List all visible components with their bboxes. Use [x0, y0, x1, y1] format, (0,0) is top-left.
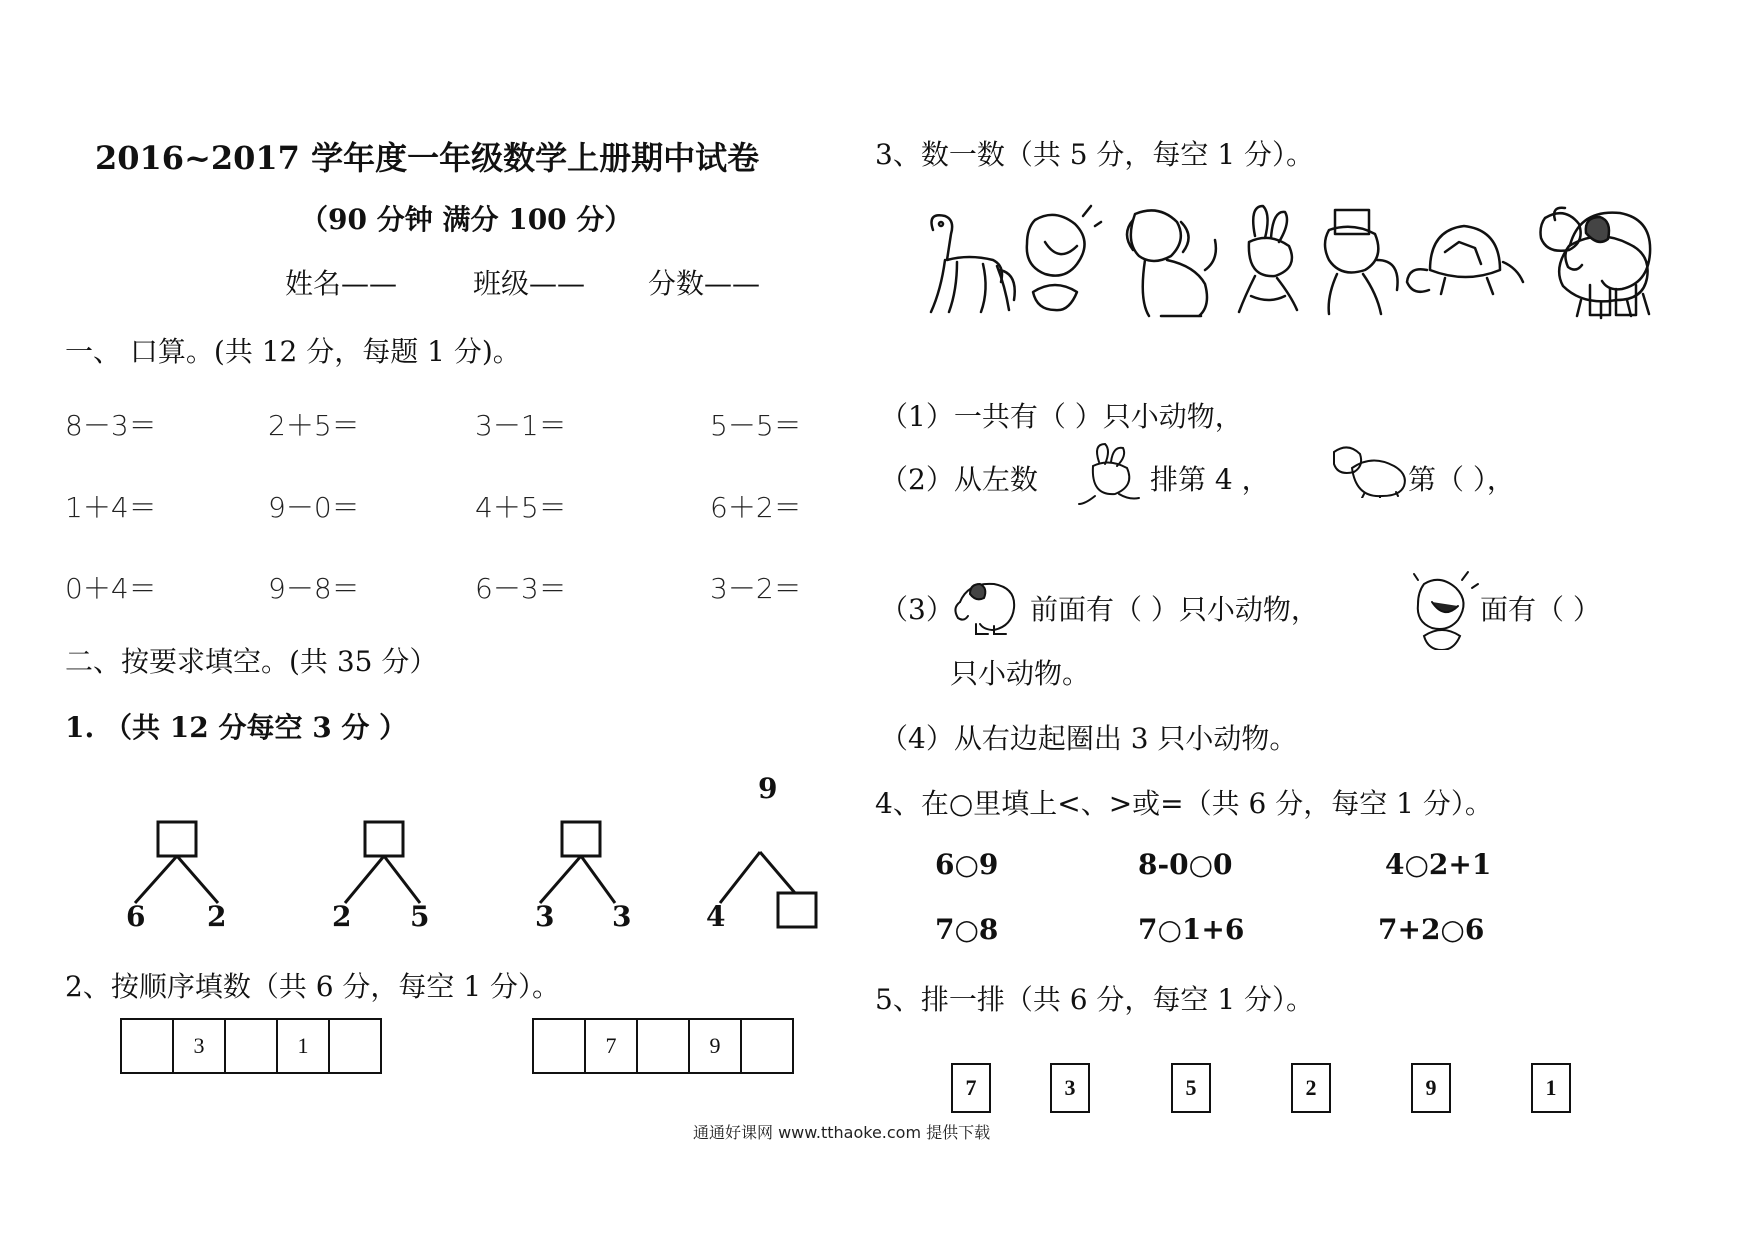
animal-row [905, 200, 1655, 325]
sheep-icon [1330, 438, 1410, 498]
sort-number-box: 2 [1291, 1063, 1331, 1113]
compare-item[interactable]: 7○1+6 [1138, 913, 1245, 946]
arith-problem: 4＋5＝ [475, 491, 567, 524]
arith-problem: 3－1＝ [475, 409, 567, 442]
sequence-cell: 9 [690, 1020, 742, 1072]
arith-problem: 5－5＝ [710, 409, 802, 442]
q3-sentence-2c: 第（ ）， [1408, 463, 1515, 496]
q3-sentence-3b: 前面有（ ）只小动物， [1030, 593, 1319, 626]
arith-problem: 8－3＝ [65, 409, 157, 442]
sequence-row-1 [120, 1018, 382, 1074]
answer-box [778, 893, 816, 927]
rabbit-icon [1075, 440, 1147, 510]
arith-problem: 6＋2＝ [710, 491, 802, 524]
q3-sentence-3d: 只小动物。 [950, 657, 1091, 690]
horse-icon [931, 215, 1015, 312]
sequence-cell[interactable] [226, 1020, 278, 1072]
arith-problem: 2＋5＝ [268, 409, 360, 442]
bond-number: 3 [535, 900, 555, 933]
bond-number: 4 [706, 900, 726, 933]
sort-number-box: 9 [1411, 1063, 1451, 1113]
sequence-cell[interactable] [122, 1020, 174, 1072]
arith-problem: 9－0＝ [268, 491, 360, 524]
bond-number: 2 [207, 900, 227, 933]
answer-box [562, 822, 600, 856]
sequence-cell: 1 [278, 1020, 330, 1072]
sequence-cell[interactable] [534, 1020, 586, 1072]
page-title: 2016~2017 学年度一年级数学上册期中试卷 [95, 139, 760, 177]
compare-item[interactable]: 8-0○0 [1138, 848, 1233, 881]
sort-number-box: 5 [1171, 1063, 1211, 1113]
q3-sentence-1: （1）一共有（ ）只小动物， [880, 400, 1243, 433]
compare-item[interactable]: 7+2○6 [1378, 913, 1485, 946]
q3-sentence-4: （4）从右边起圈出 3 只小动物。 [880, 722, 1298, 755]
sequence-cell: 7 [586, 1020, 638, 1072]
q3-sentence-2b: 排第 4 ， [1150, 463, 1270, 496]
question-2-label: 2、按顺序填数（共 6 分，每空 1 分）。 [65, 970, 561, 1003]
sort-number-box: 7 [951, 1063, 991, 1113]
question-4-label: 4、在○里填上<、>或=（共 6 分，每空 1 分）。 [875, 787, 1493, 820]
section-heading: 一、 口算。(共 12 分，每题 1 分)。 [65, 335, 521, 368]
compare-item[interactable]: 6○9 [935, 848, 999, 881]
bond-number: 9 [758, 772, 778, 805]
compare-item[interactable]: 4○2+1 [1385, 848, 1492, 881]
frog-icon [1410, 570, 1490, 650]
sequence-cell[interactable] [330, 1020, 380, 1072]
score-label: 分数—— [648, 267, 761, 300]
class-label: 班级—— [473, 267, 586, 300]
sort-number-box: 1 [1531, 1063, 1571, 1113]
arith-problem: 6－3＝ [475, 572, 567, 605]
bond-number: 3 [612, 900, 632, 933]
arith-problem: 9－8＝ [268, 572, 360, 605]
arith-problem: 3－2＝ [710, 572, 802, 605]
sequence-cell: 3 [174, 1020, 226, 1072]
question-5-label: 5、排一排（共 6 分，每空 1 分）。 [875, 983, 1315, 1016]
bond-number: 5 [410, 900, 430, 933]
answer-box [365, 822, 403, 856]
question-3-label: 3、数一数（共 5 分，每空 1 分）。 [875, 138, 1315, 171]
frog-icon [1027, 206, 1101, 310]
page-footer: 通通好课网 www.tthaoke.com 提供下载 [693, 1123, 991, 1142]
sort-number-box: 3 [1050, 1063, 1090, 1113]
section-heading: 二、按要求填空。(共 35 分） [65, 645, 438, 678]
arith-problem: 0＋4＝ [65, 572, 157, 605]
bond-number: 2 [332, 900, 352, 933]
sequence-cell[interactable] [638, 1020, 690, 1072]
elephant-icon [1560, 205, 1656, 325]
q3-sentence-2a: （2）从左数 [880, 463, 1038, 496]
sequence-cell[interactable] [742, 1020, 792, 1072]
compare-item[interactable]: 7○8 [935, 913, 999, 946]
dog-icon [1127, 210, 1216, 316]
q3-sentence-3c: 面有（ ） [1480, 593, 1601, 626]
name-label: 姓名—— [285, 267, 398, 300]
elephant-icon [950, 578, 1022, 638]
monkey-icon [1325, 210, 1398, 314]
question-1-label: 1. （共 12 分每空 3 分 ） [65, 711, 408, 744]
exam-subtitle: （90 分钟 满分 100 分） [300, 203, 633, 236]
arith-problem: 1＋4＝ [65, 491, 157, 524]
sequence-row-2 [532, 1018, 794, 1074]
turtle-icon [1407, 226, 1523, 294]
answer-box [158, 822, 196, 856]
bond-number: 6 [126, 900, 146, 933]
q3-sentence-3a: （3） [880, 593, 954, 626]
rabbit-icon [1239, 206, 1297, 312]
